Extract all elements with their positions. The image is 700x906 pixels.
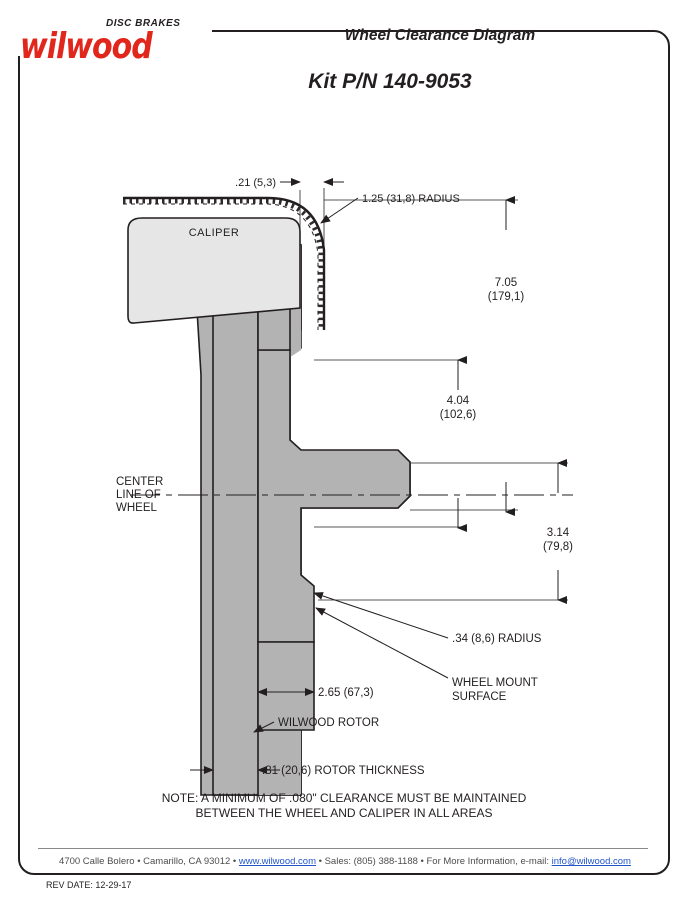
logo-disc-brakes-text: DISC BRAKES	[106, 18, 181, 29]
footer-email-link[interactable]: info@wilwood.com	[551, 856, 631, 867]
wheel-mount-label-2: SURFACE	[452, 691, 507, 703]
clearance-note	[162, 791, 527, 820]
center-line-label-1: CENTER	[116, 476, 164, 488]
footer-contact	[38, 856, 652, 867]
dim-rotor-thickness-text: .81 (20,6) ROTOR THICKNESS	[262, 765, 425, 777]
caliper-label: CALIPER	[188, 227, 240, 239]
dim-width-offset-text: 2.65 (67,3)	[318, 687, 374, 699]
dim-radius-large	[321, 193, 460, 223]
dim-height-mid-mm: (102,6)	[439, 409, 477, 421]
dim-radius-small	[314, 593, 542, 645]
caliper-body	[128, 218, 300, 323]
footer-sales: • Sales: (805) 388-1188 • For More Information, e-mail:	[315, 856, 552, 867]
footer-address: 4700 Calle Bolero • Camarillo, CA 93012 •	[59, 856, 239, 867]
dim-top-offset-text: .21 (5,3)	[235, 177, 276, 189]
page-title: Wheel Clearance Diagram	[344, 27, 536, 44]
rotor-label: WILWOOD ROTOR	[278, 717, 380, 729]
dim-height-total-in: 7.05	[494, 277, 518, 289]
dim-height-lower-in: 3.14	[546, 527, 570, 539]
footer-divider	[38, 848, 648, 849]
footer-website-link[interactable]: www.wilwood.com	[238, 856, 316, 867]
wheel-mount-label-1: WHEEL MOUNT	[452, 677, 538, 689]
center-line-label-2: LINE OF	[116, 489, 161, 501]
note-line-2: BETWEEN THE WHEEL AND CALIPER IN ALL AREAS	[195, 806, 493, 820]
dim-height-total-mm: (179,1)	[487, 291, 525, 303]
center-line-label-3: WHEEL	[116, 502, 157, 514]
kit-part-number: Kit P/N 140-9053	[308, 70, 472, 93]
revision-date: REV DATE: 12-29-17	[46, 880, 132, 890]
dim-height-lower-mm: (79,8)	[542, 541, 574, 553]
technical-drawing	[18, 30, 670, 875]
logo-wordmark: wilwood	[20, 26, 152, 68]
dim-radius-large-text: 1.25 (31,8) RADIUS	[362, 193, 460, 205]
dim-radius-small-text: .34 (8,6) RADIUS	[452, 633, 542, 645]
dim-height-mid-in: 4.04	[446, 395, 470, 407]
note-line-1: NOTE: A MINIMUM OF .080" CLEARANCE MUST BE MAINTAINED	[161, 791, 527, 805]
rotor-cross-section	[193, 245, 410, 795]
